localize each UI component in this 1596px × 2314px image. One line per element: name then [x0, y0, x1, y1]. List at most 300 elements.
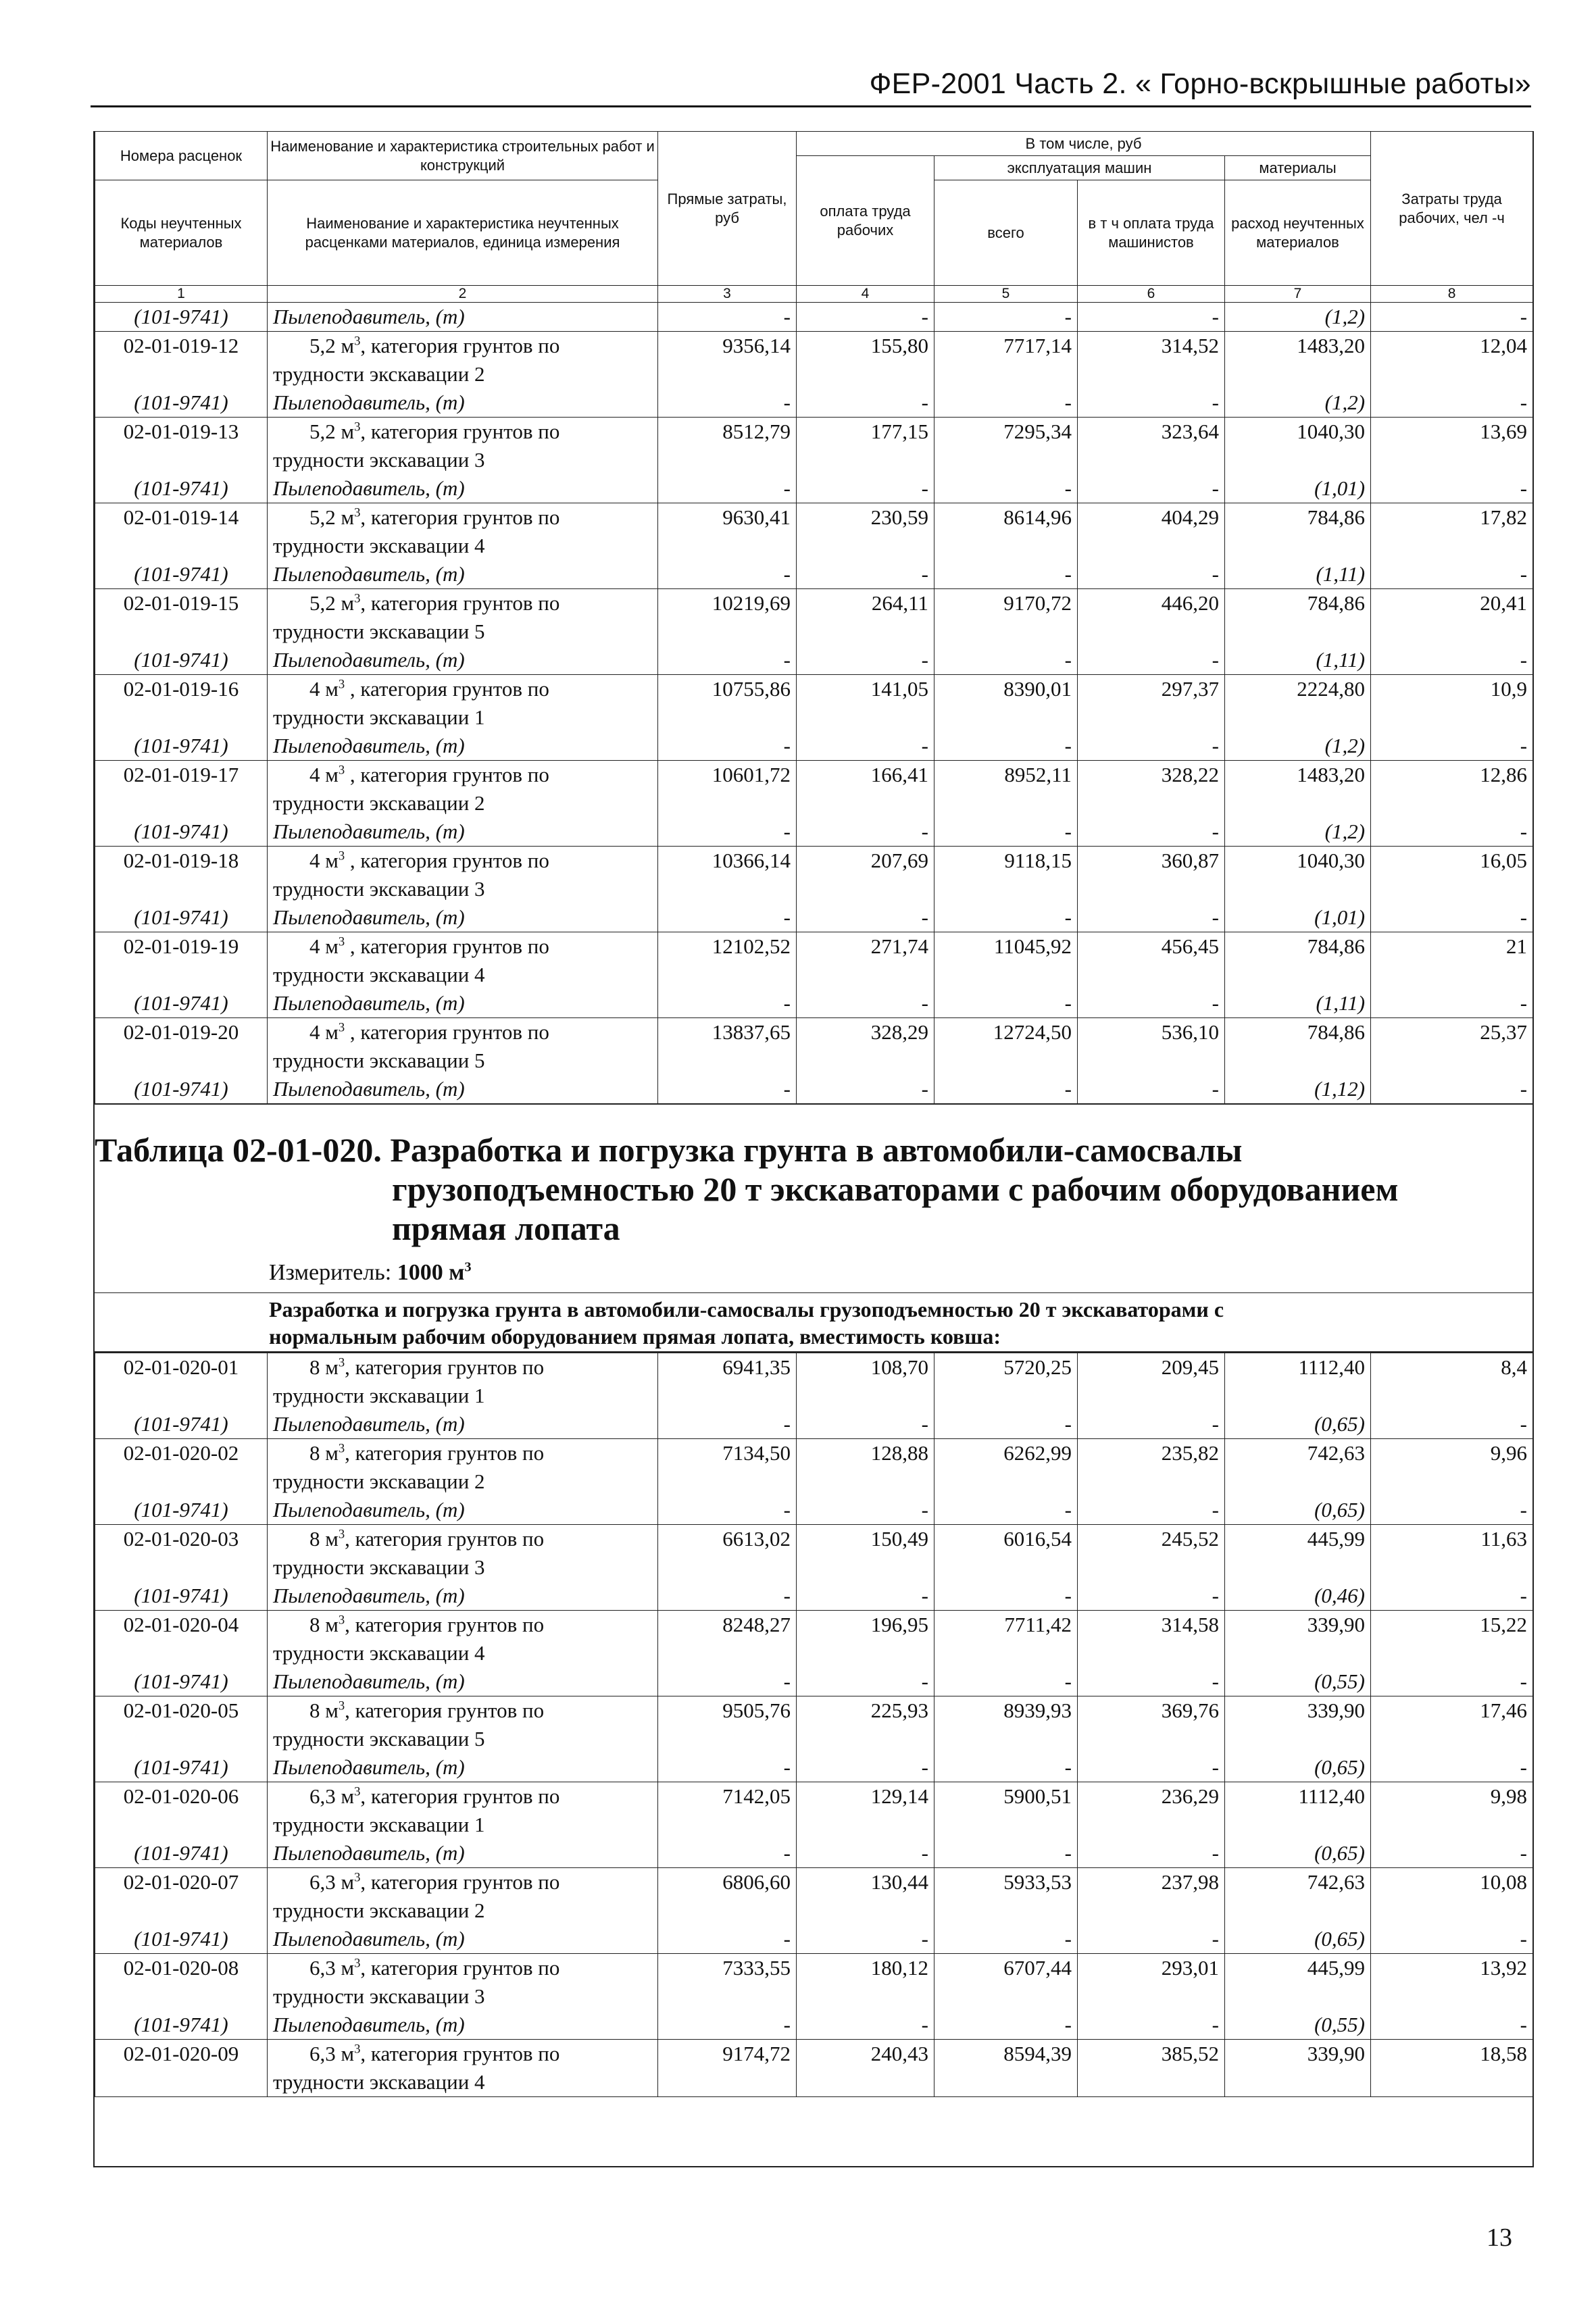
category-text: , категория грунтов по [360, 420, 560, 443]
machines-labor: 536,10 - [1078, 1018, 1225, 1104]
machines-total: 9170,72 - [934, 589, 1078, 675]
table-title-line2: грузоподъемностью 20 т экскаваторами с рабочим оборудованием [392, 1170, 1399, 1208]
machines-labor: 360,87 - [1078, 847, 1225, 932]
machines-labor: 385,52 [1078, 2040, 1225, 2097]
machines-labor: 237,98 - [1078, 1868, 1225, 1954]
table-row [95, 303, 1533, 332]
material-code: (101-9741) [134, 391, 228, 414]
bucket-volume: 5,2 м [309, 591, 355, 615]
labor-hours: 12,04 - [1371, 332, 1533, 418]
table-row [95, 332, 1533, 418]
col-machines-total: всего [934, 180, 1078, 286]
work-description [268, 1018, 658, 1104]
direct-cost: 6806,60 - [658, 1868, 797, 1954]
materials-consumption: 784,86 (1,12) [1225, 1018, 1371, 1104]
category-text: , категория грунтов по [345, 1020, 549, 1044]
machines-total: 8390,01 - [934, 675, 1078, 761]
work-description [268, 1696, 658, 1782]
table-row [95, 847, 1533, 932]
volume-exponent: 3 [354, 420, 361, 434]
col-materials: материалы [1225, 156, 1371, 180]
work-description [268, 1782, 658, 1868]
col-machines-labor: в т ч оплата труда машинистов [1078, 180, 1225, 286]
labor-hours: 18,58 [1371, 2040, 1533, 2097]
volume-exponent: 3 [338, 763, 345, 778]
direct-cost: - [658, 303, 797, 332]
table-02-01-020-heading [95, 1104, 1532, 1353]
material-code: (101-9741) [134, 1077, 228, 1101]
labor-hours: 11,63 - [1371, 1525, 1533, 1611]
machines-labor: 314,52 - [1078, 332, 1225, 418]
labor-pay: 240,43 [797, 2040, 934, 2097]
material-name: Пылеподавитель, (т) [273, 1498, 465, 1521]
machines-labor: - [1078, 303, 1225, 332]
difficulty-text: трудности экскавации 4 [273, 534, 485, 557]
difficulty-text: трудности экскавации 2 [273, 1469, 485, 1493]
volume-exponent: 3 [354, 2042, 361, 2057]
page-header-title: ФЕР-2001 Часть 2. « Горно-вскрышные работы» [869, 68, 1531, 100]
col-codes-bottom: Коды неучтенных материалов [95, 180, 268, 286]
rate-code-cell [95, 1018, 268, 1104]
volume-exponent: 3 [338, 677, 345, 692]
rate-code-cell [95, 503, 268, 589]
work-description [268, 2040, 658, 2097]
material-name: Пылеподавитель, (т) [273, 1755, 465, 1779]
table-row [95, 1611, 1533, 1696]
materials-consumption: 1483,20 (1,2) [1225, 332, 1371, 418]
direct-cost: 10601,72 - [658, 761, 797, 847]
rate-code-cell [95, 1696, 268, 1782]
category-text: , категория грунтов по [345, 763, 549, 786]
difficulty-text: трудности экскавации 1 [273, 705, 485, 729]
section-heading [95, 1292, 1532, 1352]
materials-consumption: 784,86 (1,11) [1225, 589, 1371, 675]
labor-pay: 271,74 - [797, 932, 934, 1018]
table-title-line1: Таблица 02-01-020. Разработка и погрузка грунта в автомобили-самосвалы [95, 1131, 1243, 1169]
table-row [95, 1018, 1533, 1104]
direct-cost: 8248,27 - [658, 1611, 797, 1696]
work-description [268, 1353, 658, 1439]
volume-exponent: 3 [338, 1613, 345, 1628]
machines-total: 8952,11 - [934, 761, 1078, 847]
rate-code: 02-01-019-18 [123, 849, 239, 872]
material-name: Пылеподавитель, (т) [273, 1841, 465, 1865]
direct-cost: 12102,52 - [658, 932, 797, 1018]
labor-pay: 129,14 - [797, 1782, 934, 1868]
labor-hours: 20,41 - [1371, 589, 1533, 675]
category-text: , категория грунтов по [345, 1355, 545, 1379]
machines-total: 8614,96 - [934, 503, 1078, 589]
labor-pay: 196,95 - [797, 1611, 934, 1696]
machines-total: 6016,54 - [934, 1525, 1078, 1611]
volume-exponent: 3 [354, 591, 361, 606]
material-name: Пылеподавитель, (т) [273, 476, 465, 500]
category-text: , категория грунтов по [360, 1956, 560, 1980]
volume-exponent: 3 [338, 1441, 345, 1456]
material-code: (101-9741) [134, 820, 228, 843]
bucket-volume: 6,3 м [309, 2042, 355, 2065]
rates-table-1 [95, 131, 1533, 1104]
bucket-volume: 8 м [309, 1527, 339, 1551]
labor-hours: 25,37 - [1371, 1018, 1533, 1104]
material-name: Пылеподавитель, (т) [273, 562, 465, 586]
rate-code: 02-01-020-09 [123, 2042, 239, 2065]
machines-total: 6707,44 - [934, 1954, 1078, 2040]
materials-consumption: 742,63 (0,65) [1225, 1439, 1371, 1525]
rate-code: 02-01-019-15 [123, 591, 239, 615]
category-text: , категория грунтов по [345, 1699, 545, 1722]
volume-exponent: 3 [338, 1020, 345, 1035]
col-machines: эксплуатация машин [934, 156, 1225, 180]
material-name: Пылеподавитель, (т) [273, 820, 465, 843]
category-text: , категория грунтов по [345, 1441, 545, 1465]
bucket-volume: 6,3 м [309, 1870, 355, 1894]
bucket-volume: 8 м [309, 1355, 339, 1379]
material-code: (101-9741) [134, 1498, 228, 1521]
machines-labor: 323,64 - [1078, 418, 1225, 503]
material-code: (101-9741) [134, 1412, 228, 1436]
machines-total: 11045,92 - [934, 932, 1078, 1018]
difficulty-text: трудности экскавации 2 [273, 791, 485, 815]
rate-code-cell [95, 332, 268, 418]
machines-labor: 297,37 - [1078, 675, 1225, 761]
volume-exponent: 3 [354, 334, 361, 349]
work-description [268, 503, 658, 589]
machines-labor: 236,29 - [1078, 1782, 1225, 1868]
category-text: , категория грунтов по [345, 1613, 545, 1636]
col-number: 5 [934, 286, 1078, 303]
bucket-volume: 8 м [309, 1441, 339, 1465]
material-name: Пылеподавитель, (т) [273, 1669, 465, 1693]
measure-label: Измеритель: [269, 1260, 397, 1285]
work-description [268, 332, 658, 418]
work-description [268, 761, 658, 847]
section-heading-line2: нормальным рабочим оборудованием прямая лопата, вместимость ковша: [269, 1324, 1001, 1349]
bucket-volume: 4 м [309, 677, 339, 701]
col-name-bottom: Наименование и характеристика неучтенных расценками материалов, единица измерения [268, 180, 658, 286]
rate-code: 02-01-020-01 [123, 1355, 239, 1379]
category-text: , категория грунтов по [360, 2042, 560, 2065]
machines-labor: 446,20 - [1078, 589, 1225, 675]
material-code: (101-9741) [134, 991, 228, 1015]
direct-cost: 6941,35 - [658, 1353, 797, 1439]
machines-total: 7295,34 - [934, 418, 1078, 503]
table-row [95, 418, 1533, 503]
materials-consumption: 339,90 [1225, 2040, 1371, 2097]
difficulty-text: трудности экскавации 3 [273, 877, 485, 901]
col-direct: Прямые затраты, руб [658, 132, 797, 286]
table-row [95, 1696, 1533, 1782]
col-number: 6 [1078, 286, 1225, 303]
material-code: (101-9741) [134, 734, 228, 757]
difficulty-text: трудности экскавации 4 [273, 963, 485, 986]
table-row [95, 2040, 1533, 2097]
machines-total: 8594,39 [934, 2040, 1078, 2097]
category-text: , категория грунтов по [360, 505, 560, 529]
material-code: (101-9741) [134, 2013, 228, 2036]
materials-consumption: 1112,40 (0,65) [1225, 1353, 1371, 1439]
material-name: Пылеподавитель, (т) [273, 648, 465, 672]
col-number: 1 [95, 286, 268, 303]
rate-code: 02-01-020-05 [123, 1699, 239, 1722]
machines-labor: 369,76 - [1078, 1696, 1225, 1782]
materials-consumption: 1040,30 (1,01) [1225, 847, 1371, 932]
material-name: Пылеподавитель, (т) [273, 734, 465, 757]
rate-code: 02-01-019-14 [123, 505, 239, 529]
col-number: 3 [658, 286, 797, 303]
work-description [268, 932, 658, 1018]
bucket-volume: 6,3 м [309, 1956, 355, 1980]
labor-pay: 166,41 - [797, 761, 934, 847]
bucket-volume: 4 м [309, 1020, 339, 1044]
materials-consumption: (1,2) [1225, 303, 1371, 332]
category-text: , категория грунтов по [360, 334, 560, 357]
col-labor-cost: Затраты труда рабочих, чел -ч [1371, 132, 1533, 286]
material-code: (101-9741) [134, 1927, 228, 1951]
labor-pay: 128,88 - [797, 1439, 934, 1525]
col-number: 7 [1225, 286, 1371, 303]
machines-labor: 245,52 - [1078, 1525, 1225, 1611]
labor-hours: 21 - [1371, 932, 1533, 1018]
work-description [268, 675, 658, 761]
labor-hours: - [1371, 303, 1533, 332]
rate-code: 02-01-020-03 [123, 1527, 239, 1551]
rate-code: 02-01-019-19 [123, 934, 239, 958]
difficulty-text: трудности экскавации 3 [273, 1984, 485, 2008]
machines-labor: 293,01 - [1078, 1954, 1225, 2040]
labor-pay: 230,59 - [797, 503, 934, 589]
materials-consumption: 784,86 (1,11) [1225, 932, 1371, 1018]
rate-code: 02-01-020-07 [123, 1870, 239, 1894]
rate-code: 02-01-019-16 [123, 677, 239, 701]
col-materials-sub: расход неучтенных материалов [1225, 180, 1371, 286]
table-row [95, 503, 1533, 589]
direct-cost: 10366,14 - [658, 847, 797, 932]
rate-code: 02-01-019-13 [123, 420, 239, 443]
direct-cost: 8512,79 - [658, 418, 797, 503]
material-name: Пылеподавитель, (т) [273, 905, 465, 929]
col-number: 8 [1371, 286, 1533, 303]
rate-code: 02-01-019-12 [123, 334, 239, 357]
labor-hours: 13,92 - [1371, 1954, 1533, 2040]
labor-pay: 177,15 - [797, 418, 934, 503]
category-text: , категория грунтов по [360, 1870, 560, 1894]
machines-total: 7717,14 - [934, 332, 1078, 418]
rate-code: 02-01-019-20 [123, 1020, 239, 1044]
col-codes-top: Номера расценок [95, 132, 268, 180]
header-rule [91, 105, 1531, 107]
rate-code: 02-01-020-04 [123, 1613, 239, 1636]
labor-pay: 155,80 - [797, 332, 934, 418]
work-description [268, 1525, 658, 1611]
work-description [268, 589, 658, 675]
category-text: , категория грунтов по [345, 934, 549, 958]
machines-total: 8939,93 - [934, 1696, 1078, 1782]
material-name: Пылеподавитель, (т) [268, 303, 658, 332]
labor-hours: 10,9 - [1371, 675, 1533, 761]
material-name: Пылеподавитель, (т) [273, 2013, 465, 2036]
measure-exponent: 3 [464, 1259, 472, 1275]
rate-code-cell [95, 1782, 268, 1868]
material-code: (101-9741) [134, 648, 228, 672]
bucket-volume: 8 м [309, 1613, 339, 1636]
material-code: (101-9741) [134, 1755, 228, 1779]
material-code: (101-9741) [134, 1584, 228, 1607]
bucket-volume: 6,3 м [309, 1784, 355, 1808]
category-text: , категория грунтов по [345, 1527, 545, 1551]
labor-hours: 10,08 - [1371, 1868, 1533, 1954]
table-row [95, 932, 1533, 1018]
table-row [95, 675, 1533, 761]
volume-exponent: 3 [338, 934, 345, 949]
difficulty-text: трудности экскавации 5 [273, 1049, 485, 1072]
machines-labor: 456,45 - [1078, 932, 1225, 1018]
material-name: Пылеподавитель, (т) [273, 1077, 465, 1101]
table-row [95, 589, 1533, 675]
machines-total: - [934, 303, 1078, 332]
labor-hours: 8,4 - [1371, 1353, 1533, 1439]
direct-cost: 13837,65 - [658, 1018, 797, 1104]
machines-total: 5900,51 - [934, 1782, 1078, 1868]
measure-value: 1000 м [397, 1260, 465, 1285]
materials-consumption: 2224,80 (1,2) [1225, 675, 1371, 761]
machines-labor: 314,58 - [1078, 1611, 1225, 1696]
bucket-volume: 4 м [309, 934, 339, 958]
volume-exponent: 3 [354, 1784, 361, 1799]
material-code: (101-9741) [134, 905, 228, 929]
labor-pay: 108,70 - [797, 1353, 934, 1439]
material-code: (101-9741) [134, 476, 228, 500]
material-name: Пылеподавитель, (т) [273, 1584, 465, 1607]
rates-table-2 [95, 1353, 1533, 2097]
machines-labor: 209,45 - [1078, 1353, 1225, 1439]
work-description [268, 1611, 658, 1696]
materials-consumption: 445,99 (0,46) [1225, 1525, 1371, 1611]
labor-hours: 12,86 - [1371, 761, 1533, 847]
bucket-volume: 8 м [309, 1699, 339, 1722]
volume-exponent: 3 [338, 1699, 345, 1713]
material-code: (101-9741) [134, 562, 228, 586]
difficulty-text: трудности экскавации 5 [273, 1727, 485, 1751]
table-row [95, 1439, 1533, 1525]
rate-code: 02-01-020-06 [123, 1784, 239, 1808]
difficulty-text: трудности экскавации 1 [273, 1813, 485, 1836]
rate-code-cell [95, 1353, 268, 1439]
rate-code-cell [95, 932, 268, 1018]
rate-code-cell [95, 1611, 268, 1696]
rate-code-cell [95, 675, 268, 761]
rate-code-cell [95, 847, 268, 932]
rate-code-cell [95, 418, 268, 503]
volume-exponent: 3 [338, 849, 345, 863]
table-title [95, 1105, 1532, 1248]
table-row [95, 1868, 1533, 1954]
direct-cost: 9356,14 - [658, 332, 797, 418]
material-code: (101-9741) [95, 303, 268, 332]
work-description [268, 1868, 658, 1954]
direct-cost: 9174,72 [658, 2040, 797, 2097]
material-name: Пылеподавитель, (т) [273, 1412, 465, 1436]
labor-pay: 150,49 - [797, 1525, 934, 1611]
col-incl: В том числе, руб [797, 132, 1371, 156]
bucket-volume: 5,2 м [309, 334, 355, 357]
page-number: 13 [1487, 2223, 1512, 2252]
labor-hours: 17,82 - [1371, 503, 1533, 589]
table-row [95, 1353, 1533, 1439]
difficulty-text: трудности экскавации 4 [273, 2070, 485, 2094]
direct-cost: 9630,41 - [658, 503, 797, 589]
rate-code: 02-01-020-08 [123, 1956, 239, 1980]
difficulty-text: трудности экскавации 4 [273, 1641, 485, 1665]
rate-code-cell [95, 1868, 268, 1954]
difficulty-text: трудности экскавации 2 [273, 1898, 485, 1922]
labor-pay: - [797, 303, 934, 332]
labor-hours: 16,05 - [1371, 847, 1533, 932]
col-labor: оплата труда рабочих [797, 156, 934, 286]
labor-hours: 9,96 - [1371, 1439, 1533, 1525]
volume-exponent: 3 [338, 1527, 345, 1542]
machines-labor: 235,82 - [1078, 1439, 1225, 1525]
work-description [268, 847, 658, 932]
direct-cost: 9505,76 - [658, 1696, 797, 1782]
table-row [95, 761, 1533, 847]
machines-total: 6262,99 - [934, 1439, 1078, 1525]
direct-cost: 10755,86 - [658, 675, 797, 761]
labor-pay: 141,05 - [797, 675, 934, 761]
table-row [95, 1954, 1533, 2040]
bucket-volume: 4 м [309, 849, 339, 872]
materials-consumption: 1040,30 (1,01) [1225, 418, 1371, 503]
materials-consumption: 1112,40 (0,65) [1225, 1782, 1371, 1868]
col-number: 2 [268, 286, 658, 303]
volume-exponent: 3 [338, 1355, 345, 1370]
rate-code: 02-01-019-17 [123, 763, 239, 786]
machines-labor: 328,22 - [1078, 761, 1225, 847]
labor-pay: 225,93 - [797, 1696, 934, 1782]
rate-code-cell [95, 1439, 268, 1525]
direct-cost: 7134,50 - [658, 1439, 797, 1525]
machines-total: 7711,42 - [934, 1611, 1078, 1696]
section-heading-line1: Разработка и погрузка грунта в автомобили-самосвалы грузоподъемностью 20 т экскаваторами с [269, 1297, 1224, 1322]
materials-consumption: 339,90 (0,65) [1225, 1696, 1371, 1782]
materials-consumption: 339,90 (0,55) [1225, 1611, 1371, 1696]
direct-cost: 7142,05 - [658, 1782, 797, 1868]
labor-hours: 9,98 - [1371, 1782, 1533, 1868]
col-name-top: Наименование и характеристика строительных работ и конструкций [268, 132, 658, 180]
rate-code-cell [95, 589, 268, 675]
labor-hours: 13,69 - [1371, 418, 1533, 503]
difficulty-text: трудности экскавации 1 [273, 1384, 485, 1407]
category-text: , категория грунтов по [360, 1784, 560, 1808]
volume-exponent: 3 [354, 1870, 361, 1885]
labor-pay: 207,69 - [797, 847, 934, 932]
category-text: , категория грунтов по [345, 849, 549, 872]
materials-consumption: 784,86 (1,11) [1225, 503, 1371, 589]
table-header [95, 132, 1533, 303]
material-name: Пылеподавитель, (т) [273, 991, 465, 1015]
measure-unit [95, 1248, 1532, 1292]
machines-total: 9118,15 - [934, 847, 1078, 932]
material-code: (101-9741) [134, 1669, 228, 1693]
labor-pay: 264,11 - [797, 589, 934, 675]
difficulty-text: трудности экскавации 3 [273, 1555, 485, 1579]
bucket-volume: 5,2 м [309, 505, 355, 529]
table-row [95, 1525, 1533, 1611]
material-code: (101-9741) [134, 1841, 228, 1865]
direct-cost: 10219,69 - [658, 589, 797, 675]
direct-cost: 7333,55 - [658, 1954, 797, 2040]
work-description [268, 1439, 658, 1525]
